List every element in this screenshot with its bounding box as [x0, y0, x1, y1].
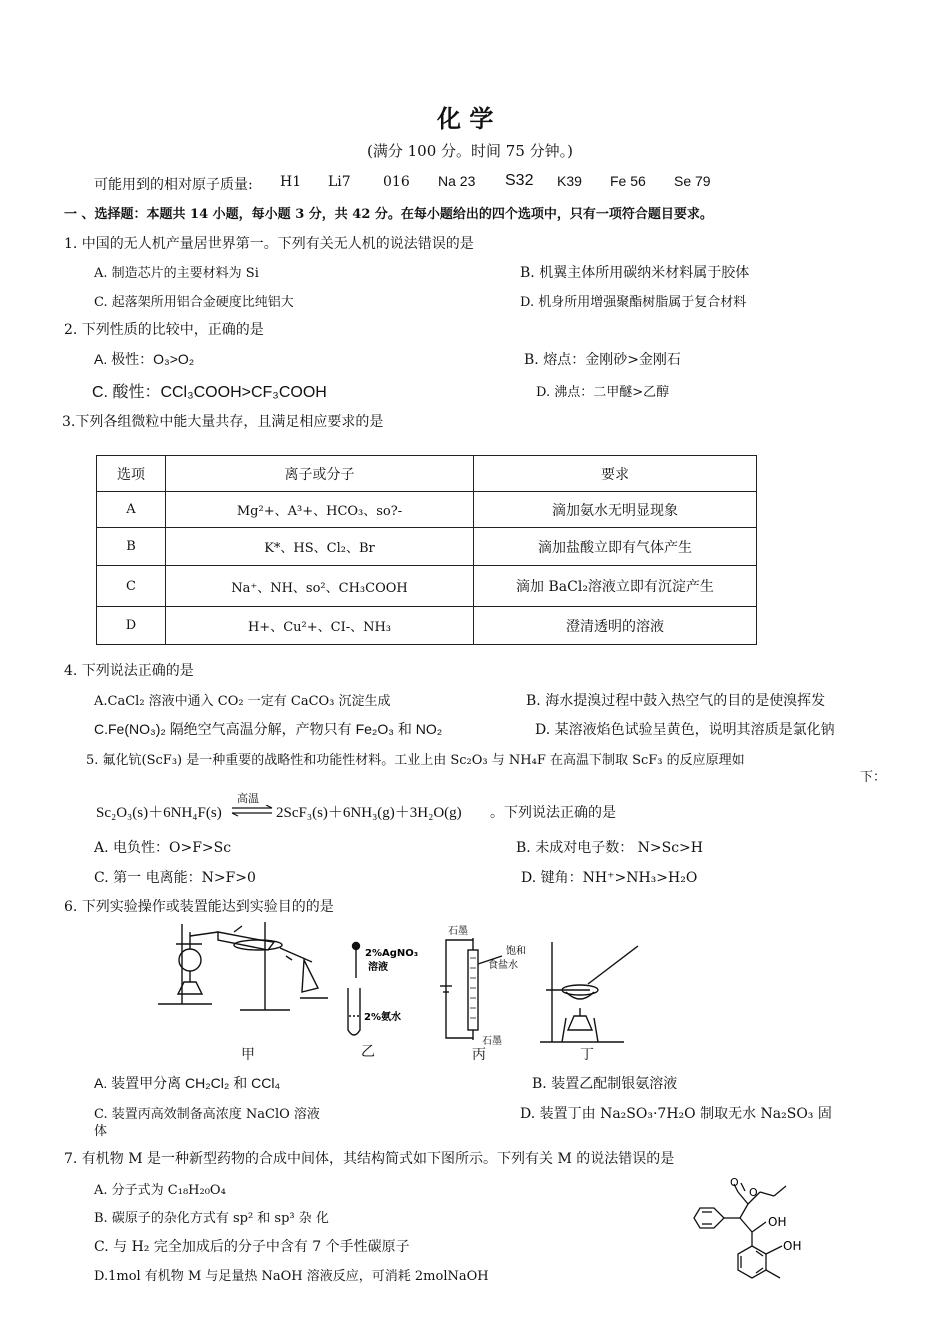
q5-stem-end: 下：	[860, 770, 887, 785]
table-cell: H+、Cu²+、CI-、NH₃	[166, 607, 474, 645]
q7-stem: 7. 有机物 M 是一种新型药物的合成中间体，其结构简式如下图所示。下列有关 M 的说法错误的是	[64, 1151, 675, 1167]
q3-stem: 3.下列各组微粒中能大量共存，且满足相应要求的是	[62, 414, 384, 430]
section-heading: 一 、选择题：本题共 14 小题，每小题 3 分，共 42 分。在每小题给出的四个选项中，只有一项符合题目要求。	[64, 207, 713, 222]
distillation-apparatus	[158, 922, 328, 1010]
fig-label-yi: 乙	[361, 1044, 375, 1060]
electrolysis-apparatus	[440, 938, 502, 1040]
table-row	[97, 607, 757, 645]
q6-option-c: C. 装置丙高效制备高浓度 NaClO 溶液	[94, 1107, 320, 1122]
table-cell: Na⁺、NH、so²、CH₃COOH	[166, 566, 474, 607]
q5-option-a: A. 电负性：O>F>Sc	[94, 840, 232, 856]
table-cell: Mg²+、A³+、HCO₃、so?-	[166, 492, 474, 528]
table-cell: B	[97, 528, 166, 566]
atomic-mass-line	[94, 172, 854, 192]
mass-fe: Fe 56	[610, 173, 646, 189]
q2-stem: 2. 下列性质的比较中，正确的是	[64, 322, 264, 338]
label-graphite-bottom: 石墨	[482, 1036, 502, 1047]
q6-option-d: D. 装置丁由 Na₂SO₃·7H₂O 制取无水 Na₂SO₃ 固	[520, 1106, 832, 1122]
q1-stem: 1. 中国的无人机产量居世界第一。下列有关无人机的说法错误的是	[64, 236, 474, 252]
q5-option-d: D. 键角：NH⁺>NH₃>H₂O	[521, 870, 698, 886]
equation-products: 2ScF₃(s)＋6NH₃(g)＋3H₂O(g)	[276, 805, 462, 821]
q4-option-d: D. 某溶液焰色试验呈黄色，说明其溶质是氯化钠	[535, 722, 835, 738]
table-row	[97, 492, 757, 528]
table-cell: 滴加盐酸立即有气体产生	[474, 528, 757, 566]
evaporation-apparatus	[540, 942, 638, 1042]
label-ammonia: 2%氨水	[364, 1012, 401, 1023]
q4-option-a: A.CaCl₂ 溶液中通入 CO₂ 一定有 CaCO₃ 沉淀生成	[94, 694, 391, 709]
mass-k: K39	[557, 173, 582, 189]
label-solution: 溶液	[368, 962, 388, 973]
mass-li: Li7	[328, 174, 351, 190]
equation-reactants: Sc₂O₃(s)＋6NH₄F(s)	[96, 805, 222, 821]
q4-stem: 4. 下列说法正确的是	[64, 663, 194, 679]
fig-label-bing: 丙	[472, 1047, 486, 1063]
table-header-option: 选项	[97, 456, 166, 492]
ester-oxygen: O	[749, 1186, 758, 1199]
table-row	[97, 566, 757, 607]
test-tube-apparatus	[348, 943, 360, 1036]
table-header-requirement: 要求	[474, 456, 757, 492]
molecule-structure	[690, 1178, 830, 1294]
mass-s: S32	[505, 172, 534, 189]
carbonyl-oxygen: O	[730, 1178, 739, 1189]
mass-se: Se 79	[674, 173, 711, 189]
q7-option-c: C. 与 H₂ 完全加成后的分子中含有 7 个手性碳原子	[94, 1239, 410, 1255]
q1-option-c: C. 起落架所用铝合金硬度比纯铝大	[94, 295, 294, 310]
table-cell: 滴加氨水无明显现象	[474, 492, 757, 528]
apparatus-figure	[150, 918, 640, 1063]
q6-stem: 6. 下列实验操作或装置能达到实验目的的是	[64, 899, 334, 915]
q5-equation	[96, 793, 656, 823]
q7-option-a: A. 分子式为 C₁₈H₂₀O₄	[94, 1183, 226, 1198]
q5-stem: 5. 氟化钪(ScF₃) 是一种重要的战略性和功能性材料。工业上由 Sc₂O₃ 与 NH₄F 在高温下制取 ScF₃ 的反应原理如	[86, 753, 745, 768]
label-brine-2: 食盐水	[488, 960, 518, 971]
mass-o: 016	[383, 174, 410, 190]
q3-table	[96, 455, 757, 645]
fig-label-jia: 甲	[241, 1047, 255, 1063]
table-header-species: 离子或分子	[166, 456, 474, 492]
q2-option-d: D. 沸点：二甲醚>乙醇	[536, 385, 670, 400]
q1-option-a: A. 制造芯片的主要材料为 Si	[94, 266, 259, 281]
q6-option-d-cont: 体	[94, 1124, 108, 1139]
table-cell: C	[97, 566, 166, 607]
table-cell: 滴加 BaCl₂溶液立即有沉淀产生	[474, 566, 757, 607]
q7-option-d: D.1mol 有机物 M 与足量热 NaOH 溶液反应，可消耗 2molNaOH	[94, 1269, 489, 1284]
hydroxyl-label-1: OH	[768, 1215, 787, 1229]
table-cell: 澄清透明的溶液	[474, 607, 757, 645]
q1-option-d: D. 机身所用增强聚酯树脂属于复合材料	[520, 295, 747, 310]
q5-option-b: B. 未成对电子数： N>Sc>H	[516, 840, 703, 856]
label-graphite-top: 石墨	[448, 926, 468, 937]
reaction-condition: 高温	[237, 792, 259, 805]
q4-option-c: C.Fe(NO₃)₂ 隔绝空气高温分解，产物只有 Fe₂O₃ 和 NO₂	[94, 721, 443, 737]
page-subtitle: (满分 100 分。时间 75 分钟。)	[367, 142, 573, 160]
hydroxyl-label-2: OH	[783, 1239, 802, 1253]
q6-option-a: A. 装置甲分离 CH₂Cl₂ 和 CCl₄	[94, 1075, 281, 1091]
fig-label-ding: 丁	[580, 1047, 594, 1063]
q7-option-b: B. 碳原子的杂化方式有 sp² 和 sp³ 杂 化	[94, 1211, 329, 1226]
equilibrium-arrow-icon	[230, 805, 274, 817]
equation-tail: 。下列说法正确的是	[490, 805, 616, 821]
q2-option-c: C. 酸性：CCl₃COOH>CF₃COOH	[92, 384, 327, 401]
table-cell: A	[97, 492, 166, 528]
q2-option-b: B. 熔点：金刚砂>金刚石	[524, 352, 681, 368]
mass-h: H1	[280, 174, 302, 190]
mass-na: Na 23	[438, 173, 476, 189]
table-cell: K*、HS、Cl₂、Br	[166, 528, 474, 566]
table-cell: D	[97, 607, 166, 645]
page-title: 化 学	[437, 104, 494, 133]
q4-option-b: B. 海水提溴过程中鼓入热空气的目的是使溴挥发	[526, 693, 826, 709]
q5-option-c: C. 第一 电离能：N>F>0	[94, 870, 256, 886]
label-brine-1: 饱和	[506, 946, 526, 957]
q2-option-a: A. 极性：O₃>O₂	[94, 351, 195, 367]
q6-option-b: B. 装置乙配制银氨溶液	[532, 1076, 678, 1092]
q1-option-b: B. 机翼主体所用碳纳米材料属于胶体	[520, 265, 750, 281]
atomic-mass-label: 可能用到的相对原子质量:	[94, 177, 253, 193]
label-agno3: 2%AgNO₃	[365, 948, 419, 959]
table-row	[97, 528, 757, 566]
